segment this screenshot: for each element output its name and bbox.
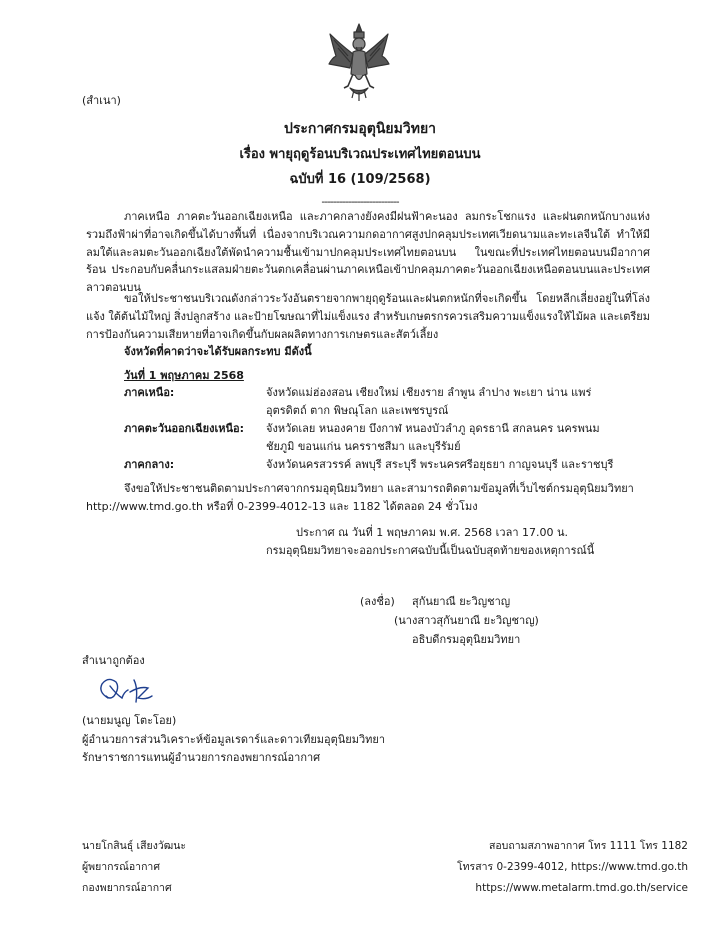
date-heading: วันที่ 1 พฤษภาคม 2568 xyxy=(124,369,244,382)
footer-division: กองพยากรณ์อากาศ xyxy=(82,882,172,894)
region-northeast-provinces-line2: ชัยภูมิ ขอนแก่น นครราชสีมา และบุรีรัมย์ xyxy=(266,440,461,453)
region-northeast-provinces-line1: จังหวัดเลย หนองคาย บึงกาฬ หนองบัวลำภู อุดรธานี สกลนคร นครพนม xyxy=(266,422,600,435)
handwritten-signature xyxy=(94,672,164,708)
region-north-provinces-line1: จังหวัดแม่ฮ่องสอน เชียงใหม่ เชียงราย ลำพูน ลำปาง พะเยา น่าน แพร่ xyxy=(266,386,592,399)
follow-updates-line2: http://www.tmd.go.th หรือที่ 0-2399-4012-13 และ 1182 ได้ตลอด 24 ชั่วโมง xyxy=(86,500,478,513)
certifier-name: (นายมนูญ โตะโอย) xyxy=(82,714,177,727)
footer-forecaster-name: นายโกสินธุ์ เสียงวัฒนะ xyxy=(82,840,187,852)
paragraph-weather-situation: ภาคเหนือ ภาคตะวันออกเฉียงเหนือ และภาคกลางยังคงมีฝนฟ้าคะนอง ลมกระโชกแรง และฝนตกหนักบางแห่ง รวมถึงฟ้าผ่าที่อาจเกิดขึ้นได้บางพื้นที่ เนื่องจากบริเวณความกดอากาศสูงปกคลุมประเทศเวียดนามและทะเลจีนใต้ ทำให้มีลมใต้และลมตะวันออกเฉียงใต้พัดนำความชื้นเข้ามาปกคลุมประเทศไทยตอนบน ในขณะที่ประเทศไทยตอนบนมีอากาศร้อน ประกอบกับคลื่นกระแสลมฝ่ายตะวันตกเคลื่อนผ่านภาคเหนือเข้าปกคลุมภาคตะวันออกเฉียงเหนือตอนบนและประเทศลาวตอนบน xyxy=(86,210,650,295)
announcement-date: ประกาศ ณ วันที่ 1 พฤษภาคม พ.ศ. 2568 เวลา 17.00 น. xyxy=(296,526,569,539)
certifier-title-line2: รักษาราชการแทนผู้อำนวยการกองพยากรณ์อากาศ xyxy=(82,751,321,764)
footer-contact-phone: สอบถามสภาพอากาศ โทร 1111 โทร 1182 xyxy=(488,840,688,852)
certified-copy-label: สำเนาถูกต้อง xyxy=(82,654,145,667)
garuda-emblem xyxy=(326,22,392,102)
doc-title: ประกาศกรมอุตุนิยมวิทยา xyxy=(283,121,437,137)
footer-forecaster-role: ผู้พยากรณ์อากาศ xyxy=(82,861,160,873)
region-central-provinces-line1: จังหวัดนครสวรรค์ ลพบุรี สระบุรี พระนครศรีอยุธยา กาญจนบุรี และราชบุรี xyxy=(266,458,614,471)
signer-full-name: (นางสาวสุกันยาณี ยะวิญชาญ) xyxy=(394,614,539,627)
doc-issue: ฉบับที่ 16 (109/2568) xyxy=(289,172,431,187)
doc-subject: เรื่อง พายุฤดูร้อนบริเวณประเทศไทยตอนบน xyxy=(239,147,481,162)
header-separator: -------------------------- xyxy=(321,195,399,208)
final-notice: กรมอุตุนิยมวิทยาจะออกประกาศฉบับนี้เป็นฉบับสุดท้ายของเหตุการณ์นี้ xyxy=(266,544,595,557)
signed-label: (ลงชื่อ) xyxy=(360,595,395,608)
affected-provinces-heading: จังหวัดที่คาดว่าจะได้รับผลกระทบ มีดังนี้ xyxy=(124,345,312,358)
signer-title: อธิบดีกรมอุตุนิยมวิทยา xyxy=(412,633,521,646)
region-north-provinces-line2: อุตรดิตถ์ ตาก พิษณุโลก และเพชรบูรณ์ xyxy=(266,404,449,417)
copy-label: (สำเนา) xyxy=(82,94,121,107)
paragraph-advisory: ขอให้ประชาชนบริเวณดังกล่าวระวังอันตรายจากพายุฤดูร้อนและฝนตกหนักที่จะเกิดขึ้น โดยหลีกเลี่ยงอยู่ในที่โล่งแจ้ง ใต้ต้นไม้ใหญ่ สิ่งปลูกสร้าง และป้ายโฆษณาที่ไม่แข็งแรง สำหรับเกษตรกรควรเสริมความแข็งแรงให้ไม้ผล และเตรียมการป้องกันความเสียหายที่อาจเกิดขึ้นกับผลผลิตทางการเกษตรและสัตว์เลี้ยง xyxy=(86,292,650,341)
footer-metalarm-link[interactable]: https://www.metalarm.tmd.go.th/service xyxy=(475,882,688,894)
region-label-northeast: ภาคตะวันออกเฉียงเหนือ: xyxy=(124,422,245,435)
signer-name: สุกันยาณี ยะวิญชาญ xyxy=(412,595,511,608)
certifier-title-line1: ผู้อำนวยการส่วนวิเคราะห์ข้อมูลเรดาร์และดาวเทียมอุตุนิยมวิทยา xyxy=(82,733,386,746)
footer-fax-website[interactable]: โทรสาร 0-2399-4012, https://www.tmd.go.th xyxy=(457,861,688,873)
follow-updates-line1: จึงขอให้ประชาชนติดตามประกาศจากกรมอุตุนิยมวิทยา และสามารถติดตามข้อมูลที่เว็บไซต์กรมอุตุนิยมวิทยา xyxy=(124,482,634,495)
region-label-north: ภาคเหนือ: xyxy=(124,386,175,399)
region-label-central: ภาคกลาง: xyxy=(124,458,175,471)
